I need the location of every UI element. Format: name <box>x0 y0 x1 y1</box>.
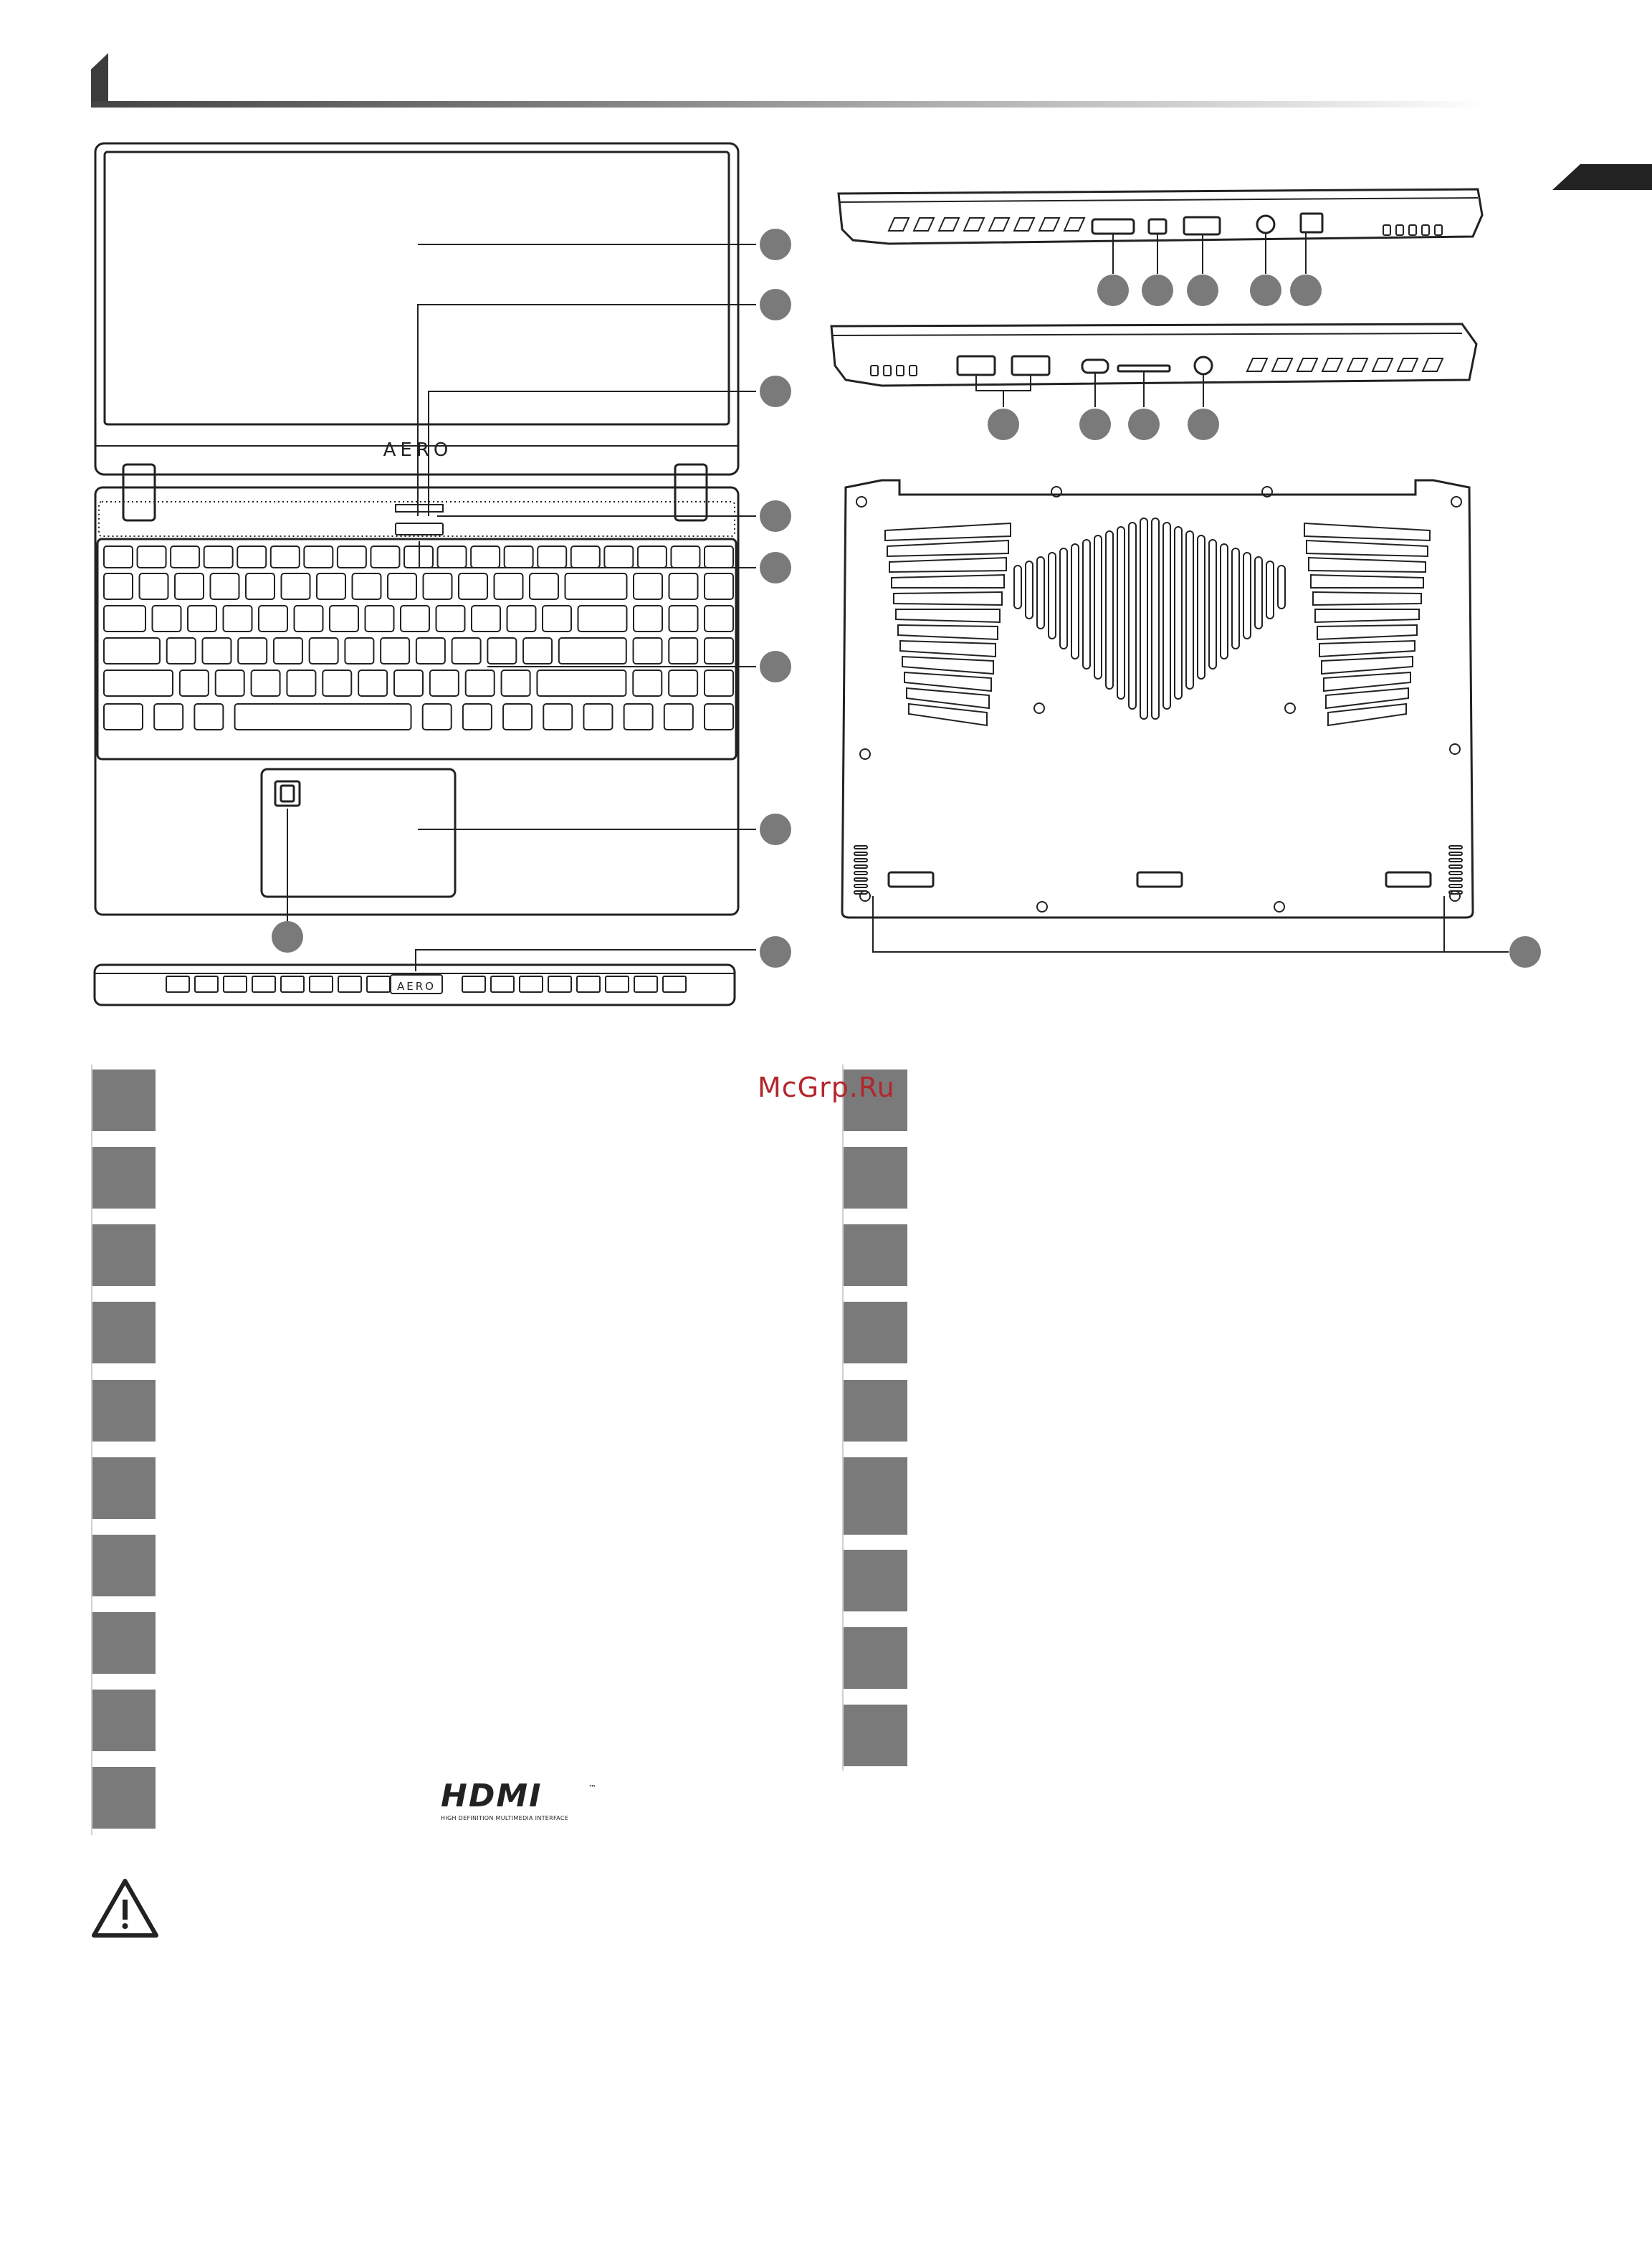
edge-vent <box>224 976 247 992</box>
keyboard-key <box>430 670 459 696</box>
keyboard-key <box>366 606 394 632</box>
laptop-bottom <box>842 480 1473 918</box>
bottom-vent-slot <box>1243 553 1251 639</box>
keyboard-key <box>459 573 487 599</box>
keyboard-key <box>353 573 381 599</box>
keyboard-key <box>194 704 223 730</box>
bottom-vent-slot <box>1014 566 1021 609</box>
hdmi-logo <box>441 1781 606 1824</box>
bottom-vent-fin <box>902 657 993 674</box>
legend-number-box <box>843 1550 907 1611</box>
edge-vent <box>252 976 275 992</box>
keyboard-key <box>503 704 532 730</box>
laptop-base <box>95 487 738 915</box>
keyboard-key <box>669 573 698 599</box>
bottom-vent-fin <box>885 523 1011 540</box>
keyboard-key <box>669 606 698 632</box>
legend-number-box <box>91 1690 156 1751</box>
bottom-vent-slot <box>1049 553 1056 639</box>
side-vent <box>1422 225 1429 235</box>
side-vent <box>1322 358 1342 371</box>
screw <box>1274 902 1284 912</box>
edge-vent <box>281 976 304 992</box>
bottom-vent-slot <box>1071 544 1079 659</box>
keyboard-key <box>523 638 552 664</box>
keyboard-key <box>559 638 626 664</box>
keyboard-key <box>153 606 181 632</box>
keyboard-key <box>104 606 145 632</box>
edge-vent <box>195 976 218 992</box>
bottom-vent-slot <box>1186 531 1193 689</box>
callout-marker <box>760 289 791 320</box>
callout-markers <box>272 229 1541 968</box>
legend-number-box <box>843 1457 907 1535</box>
keyboard-key <box>252 670 280 696</box>
keyboard-key <box>180 670 209 696</box>
screw <box>860 749 870 759</box>
keyboard-key <box>171 546 199 568</box>
keyboard-key <box>104 670 173 696</box>
bottom-vent-foot <box>1449 872 1462 875</box>
callout-marker <box>760 500 791 532</box>
bottom-vent-slot <box>1232 548 1239 649</box>
keyboard-key <box>530 573 558 599</box>
bottom-vent-foot <box>854 846 867 849</box>
screw <box>860 891 870 901</box>
screw <box>1034 703 1044 713</box>
side-vent <box>914 218 934 231</box>
side-vent <box>1409 225 1416 235</box>
callout-marker <box>1097 275 1129 306</box>
callout-marker <box>1188 409 1219 440</box>
bottom-vent-fin <box>889 558 1006 572</box>
keyboard-key <box>487 638 516 664</box>
keyboard-key <box>204 546 233 568</box>
bottom-vent-foot <box>854 852 867 855</box>
keyboard-key <box>671 546 700 568</box>
side-vent <box>1423 358 1443 371</box>
keyboard-key <box>246 573 274 599</box>
bottom-vent-foot <box>1449 865 1462 868</box>
keyboard-key <box>202 638 231 664</box>
bottom-vent-fin <box>1322 657 1413 674</box>
side-vent <box>1039 218 1059 231</box>
keyboard-key <box>638 546 667 568</box>
side-vent <box>1347 358 1367 371</box>
keyboard-key <box>538 546 566 568</box>
laptop-left-side <box>831 324 1476 386</box>
bottom-vent-slot <box>1094 535 1102 679</box>
callout-marker <box>1290 275 1322 306</box>
legend-number-box <box>91 1767 156 1829</box>
screw <box>1450 891 1460 901</box>
keyboard-key <box>634 573 662 599</box>
callout-marker <box>760 814 791 845</box>
side-vent <box>1014 218 1034 231</box>
bottom-vent-slot <box>1278 566 1285 609</box>
bottom-vent-slot <box>1152 518 1159 719</box>
keyboard-key <box>452 638 481 664</box>
bottom-vent-fin <box>900 641 996 657</box>
keyboard-key <box>211 573 239 599</box>
side-vent <box>889 218 909 231</box>
keyboard-key <box>571 546 600 568</box>
keyboard-key <box>104 704 143 730</box>
bottom-vent-foot <box>854 865 867 868</box>
keyboard-key <box>304 546 333 568</box>
edge-vent <box>634 976 657 992</box>
bottom-vent-foot <box>1449 852 1462 855</box>
keyboard-key <box>237 546 266 568</box>
edge-vent <box>462 976 485 992</box>
keyboard-key <box>416 638 445 664</box>
keyboard-key <box>502 670 530 696</box>
side-vent <box>1372 358 1393 371</box>
edge-vent <box>166 976 189 992</box>
bottom-vent-fin <box>898 625 998 639</box>
side-vent <box>1247 358 1267 371</box>
edge-vent <box>606 976 629 992</box>
keyboard-key <box>282 573 310 599</box>
bottom-vent-fin <box>1313 592 1421 605</box>
keyboard-key <box>401 606 429 632</box>
edge-vent <box>577 976 600 992</box>
keyboard-key <box>507 606 536 632</box>
callout-marker <box>272 921 303 953</box>
bottom-vent-slot <box>1209 540 1216 669</box>
side-vent <box>884 366 891 376</box>
side-vent <box>989 218 1009 231</box>
edge-vent <box>663 976 686 992</box>
keyboard-key <box>472 606 500 632</box>
bottom-vent-fin <box>887 540 1008 556</box>
screw <box>856 497 866 507</box>
bottom-vent-foot <box>854 878 867 881</box>
bottom-vent-fin <box>1315 609 1419 622</box>
keyboard-key <box>274 638 302 664</box>
legend-number-box <box>91 1224 156 1286</box>
side-vent <box>897 366 904 376</box>
bottom-vent-slot <box>1175 527 1182 699</box>
bottom-vent-foot <box>854 872 867 875</box>
edge-vent <box>338 976 361 992</box>
bottom-vent-slot <box>1083 540 1090 669</box>
keyboard-key <box>438 546 467 568</box>
legend-number-box <box>91 1147 156 1209</box>
bottom-vent-fin <box>892 575 1004 588</box>
laptop-lid <box>95 143 738 475</box>
keyboard-key <box>271 546 300 568</box>
callout-marker <box>1128 409 1160 440</box>
keyboard-key <box>604 546 633 568</box>
screw <box>1285 703 1295 713</box>
keyboard-key <box>463 704 492 730</box>
keyboard-key <box>583 704 612 730</box>
bottom-vent-fin <box>1309 558 1426 572</box>
keyboard-key <box>669 638 697 664</box>
keyboard-key <box>505 546 533 568</box>
keyboard-key <box>634 606 662 632</box>
callout-marker <box>760 229 791 260</box>
bottom-vent-fin <box>1304 523 1430 540</box>
edge-vent <box>520 976 543 992</box>
keyboard-key <box>471 546 500 568</box>
edge-vent <box>548 976 571 992</box>
keyboard-key <box>371 546 399 568</box>
bottom-vent-slot <box>1198 535 1205 679</box>
keyboard-key <box>310 638 338 664</box>
keyboard-key <box>259 606 287 632</box>
side-vent <box>964 218 984 231</box>
bottom-vent-fin <box>894 592 1002 605</box>
keyboard-key <box>175 573 204 599</box>
bottom-vent-slot <box>1255 557 1262 629</box>
bottom-vent-fin <box>1317 625 1417 639</box>
screw <box>1037 902 1047 912</box>
bottom-vent-foot <box>854 885 867 887</box>
keyboard-key <box>140 573 168 599</box>
legend-number-box <box>843 1627 907 1689</box>
callout-marker <box>1079 409 1111 440</box>
callout-marker <box>760 552 791 583</box>
keyboard-key <box>578 606 627 632</box>
keyboard-key <box>705 573 733 599</box>
keyboard-key <box>295 606 323 632</box>
keyboard-key <box>543 606 571 632</box>
legend-right-rule <box>842 1064 844 1771</box>
callout-marker <box>1187 275 1218 306</box>
edge-vent <box>491 976 514 992</box>
watermark-text: McGrp.Ru <box>758 1072 895 1103</box>
callout-marker <box>760 936 791 968</box>
keyboard-key <box>424 573 452 599</box>
keyboard-key <box>537 670 626 696</box>
side-vent <box>1396 225 1403 235</box>
laptop-diagram <box>0 0 1652 1018</box>
keyboard-key <box>338 546 366 568</box>
warning-triangle-icon <box>91 1878 159 1938</box>
bottom-vent-slot <box>1037 557 1044 629</box>
side-vent <box>939 218 959 231</box>
keyboard-key <box>216 670 244 696</box>
keyboard-key <box>634 638 662 664</box>
callout-marker <box>1142 275 1173 306</box>
legend-number-box <box>843 1224 907 1286</box>
side-vent <box>909 366 917 376</box>
keyboard-key <box>188 606 216 632</box>
legend-number-box <box>91 1457 156 1519</box>
side-vent <box>871 366 878 376</box>
bottom-vent-slot <box>1026 561 1033 619</box>
side-vent <box>1383 225 1390 235</box>
callout-marker <box>1250 275 1281 306</box>
keyboard-key <box>345 638 373 664</box>
legend-number-box <box>843 1380 907 1442</box>
screw <box>1451 497 1461 507</box>
bottom-vent-slot <box>1106 531 1113 689</box>
bottom-vent-fin <box>1324 672 1410 691</box>
keyboard-key <box>317 573 345 599</box>
keyboard-key <box>466 670 495 696</box>
legend-number-box <box>91 1069 156 1131</box>
side-vent <box>1297 358 1317 371</box>
keyboard-key <box>358 670 387 696</box>
keyboard-key <box>705 704 733 730</box>
keyboard-key <box>565 573 627 599</box>
keyboard-key <box>705 606 733 632</box>
keyboard-key <box>705 638 733 664</box>
lid-logo: AERO <box>383 439 453 461</box>
hdmi-tm: ™ <box>588 1783 596 1793</box>
legend-number-box <box>91 1302 156 1363</box>
legend-number-box <box>91 1380 156 1442</box>
side-vent <box>1398 358 1418 371</box>
bottom-vent-slot <box>1140 518 1147 719</box>
bottom-vent-foot <box>1449 859 1462 862</box>
screw <box>1450 744 1460 754</box>
callout-marker <box>988 409 1019 440</box>
side-vent <box>1064 218 1084 231</box>
bottom-vent-foot <box>1449 846 1462 849</box>
legend-number-box <box>91 1535 156 1596</box>
keyboard-key <box>669 670 697 696</box>
hdmi-tagline: HIGH DEFINITION MULTIMEDIA INTERFACE <box>441 1815 569 1821</box>
bottom-vent-slot <box>1266 561 1274 619</box>
side-vent <box>1435 225 1442 235</box>
keyboard-key <box>167 638 196 664</box>
legend-left-rule <box>91 1064 92 1835</box>
bottom-vent-slot <box>1060 548 1067 649</box>
keyboard-key <box>138 546 166 568</box>
bottom-vent-slot <box>1117 527 1125 699</box>
keyboard-key <box>104 573 133 599</box>
keyboard-key <box>323 670 351 696</box>
keyboard-key <box>388 573 416 599</box>
keyboard-key <box>633 670 662 696</box>
side-vent <box>1272 358 1292 371</box>
edge-logo: AERO <box>397 980 436 993</box>
keyboard-key <box>705 546 733 568</box>
callout-lines <box>287 232 1509 971</box>
legend-number-box <box>843 1705 907 1766</box>
keyboard-key <box>104 638 160 664</box>
bottom-vent-slot <box>1221 544 1228 659</box>
edge-vent <box>367 976 390 992</box>
keyboard-key <box>436 606 465 632</box>
keyboard-key <box>423 704 452 730</box>
bottom-vent-fin <box>904 672 991 691</box>
keyboard-key <box>495 573 523 599</box>
keyboard-key <box>381 638 409 664</box>
keyboard-key <box>224 606 252 632</box>
legend-number-box <box>843 1302 907 1363</box>
keyboard-key <box>154 704 183 730</box>
bottom-vent-fin <box>1311 575 1423 588</box>
legend-number-box <box>843 1147 907 1209</box>
bottom-vent-foot <box>1449 885 1462 887</box>
keyboard-key <box>235 704 411 730</box>
keyboard-key <box>238 638 267 664</box>
keyboard-key <box>664 704 693 730</box>
keyboard-key <box>287 670 315 696</box>
callout-marker <box>760 651 791 682</box>
bottom-vent-slot <box>1129 523 1136 709</box>
bottom-vent-fin <box>896 609 1000 622</box>
keyboard-key <box>394 670 423 696</box>
bottom-vent-foot <box>1449 878 1462 881</box>
bottom-vent-slot <box>1163 523 1170 709</box>
keyboard-key <box>104 546 133 568</box>
keyboard-key <box>330 606 358 632</box>
hdmi-logo-text: HDMI <box>441 1781 543 1814</box>
legend-number-box <box>91 1612 156 1674</box>
keyboard-key <box>543 704 572 730</box>
callout-marker <box>760 376 791 407</box>
keyboard-key <box>624 704 653 730</box>
keyboard-key <box>705 670 733 696</box>
bottom-vent-foot <box>854 859 867 862</box>
callout-marker <box>1509 936 1541 968</box>
edge-vent <box>310 976 333 992</box>
bottom-vent-fin <box>1319 641 1415 657</box>
bottom-vent-fin <box>1307 540 1428 556</box>
